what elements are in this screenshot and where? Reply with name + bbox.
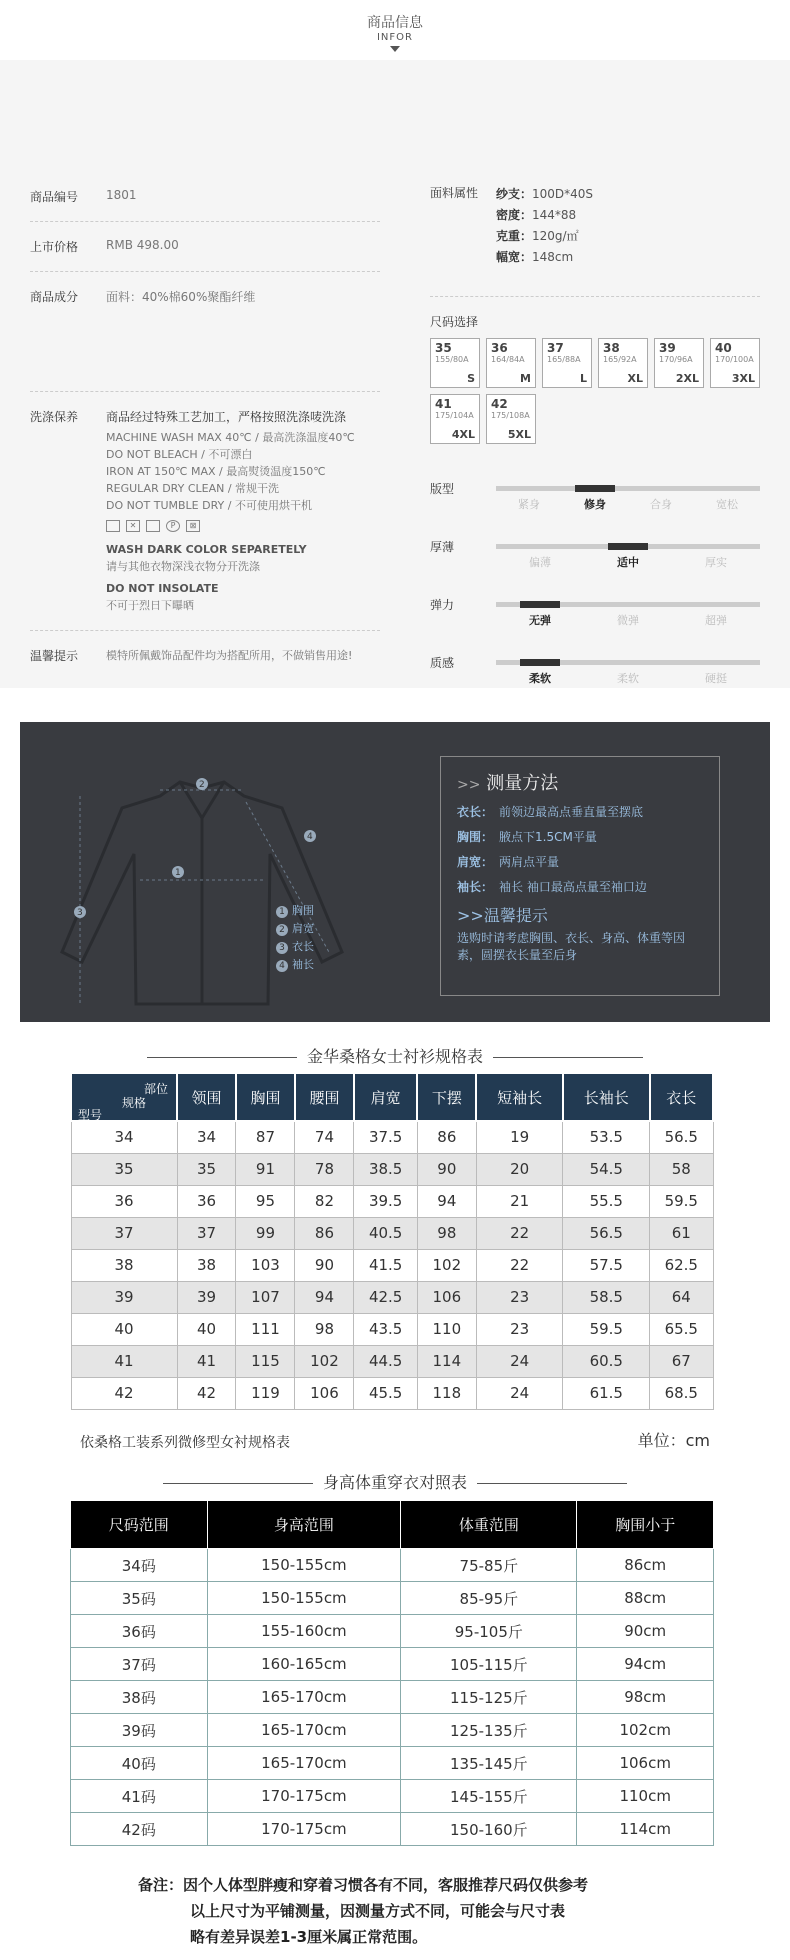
size-option[interactable]: 41 175/104A 4XL <box>430 394 480 444</box>
meter-option: 适中 <box>617 556 639 569</box>
table-row <box>71 1747 714 1780</box>
table-cell: 94 <box>417 1185 476 1217</box>
measure-row: 胸围： 腋点下1.5CM平量 <box>457 830 597 844</box>
meter-label: 弹力 <box>430 598 455 612</box>
attribute-meter <box>430 654 760 712</box>
table-cell: 40码 <box>71 1747 208 1780</box>
table-row <box>71 1582 714 1615</box>
page-header <box>0 0 790 60</box>
table-cell: 42.5 <box>354 1281 417 1313</box>
table-row <box>71 1615 714 1648</box>
table-cell: 170-175cm <box>207 1813 401 1846</box>
table-cell: 98cm <box>577 1681 714 1714</box>
measure-row: 衣长： 前领边最高点垂直量至摆底 <box>457 805 644 819</box>
table-cell: 38码 <box>71 1681 208 1714</box>
meter-option: 偏薄 <box>529 556 551 569</box>
table-cell: 98 <box>295 1313 354 1345</box>
table-cell: 60.5 <box>563 1345 650 1377</box>
table-cell: 165-170cm <box>207 1747 401 1780</box>
table-cell: 160-165cm <box>207 1648 401 1681</box>
fabric-item: 克重：120g/㎡ <box>496 229 579 243</box>
care-details <box>106 408 355 614</box>
code-label: 商品编号 <box>30 190 79 204</box>
tip-text: 选购时请考虑胸围、衣长、身高、体重等因素，圆摆衣长量至后身 <box>457 931 686 962</box>
table-cell: 56.5 <box>650 1121 713 1153</box>
column-header: 尺码范围 <box>71 1501 208 1549</box>
table-cell: 45.5 <box>354 1377 417 1409</box>
table-cell: 37 <box>177 1217 236 1249</box>
care-extra-bold: WASH DARK COLOR SEPARETELY <box>106 543 307 556</box>
table-cell: 107 <box>236 1281 295 1313</box>
table-row <box>71 1549 714 1582</box>
meter-option: 合身 <box>650 498 672 511</box>
iron-icon <box>146 520 160 532</box>
table-cell: 37码 <box>71 1648 208 1681</box>
table-cell: 44.5 <box>354 1345 417 1377</box>
size-option[interactable]: 42 175/108A 5XL <box>486 394 536 444</box>
table-cell: 61.5 <box>563 1377 650 1409</box>
table-cell: 39.5 <box>354 1185 417 1217</box>
care-extra: 不可于烈日下曝晒 <box>106 599 194 612</box>
care-head: 商品经过特殊工艺加工，严格按照洗涤唛洗涤 <box>106 410 347 424</box>
table-cell: 150-155cm <box>207 1549 401 1582</box>
meter-option: 微弹 <box>617 614 639 627</box>
column-header: 短袖长 <box>476 1073 563 1121</box>
attribute-meters <box>430 480 760 712</box>
spec-table-title: 金华桑格女士衬衫规格表 <box>70 1044 720 1067</box>
table-cell: 36码 <box>71 1615 208 1648</box>
divider <box>30 271 380 272</box>
table-cell: 36 <box>71 1185 177 1217</box>
legend-item: 4 袖长 <box>276 956 314 974</box>
info-right <box>430 120 760 712</box>
dry-clean-icon: P <box>166 520 180 532</box>
table-row <box>71 1345 713 1377</box>
table-cell: 135-145斤 <box>401 1747 577 1780</box>
svg-text:1: 1 <box>175 868 181 878</box>
table-cell: 165-170cm <box>207 1714 401 1747</box>
column-header: 领围 <box>177 1073 236 1121</box>
care-line: DO NOT TUMBLE DRY / 不可使用烘干机 <box>106 499 312 512</box>
table-cell: 42 <box>71 1377 177 1409</box>
measure-row: 袖长： 袖长 袖口最高点量至袖口边 <box>457 880 647 894</box>
table-cell: 88cm <box>577 1582 714 1615</box>
divider <box>30 221 380 222</box>
fabric-label: 面料属性 <box>430 186 479 200</box>
table-cell: 40 <box>177 1313 236 1345</box>
meter-label: 质感 <box>430 656 455 670</box>
table-cell: 106cm <box>577 1747 714 1780</box>
table-cell: 150-160斤 <box>401 1813 577 1846</box>
meter-indicator <box>520 601 560 608</box>
table-cell: 54.5 <box>563 1153 650 1185</box>
meter-option: 紧身 <box>518 498 540 511</box>
table-cell: 35码 <box>71 1582 208 1615</box>
table-cell: 170-175cm <box>207 1780 401 1813</box>
table-row <box>71 1313 713 1345</box>
size-options <box>430 338 760 444</box>
info-left <box>30 120 380 664</box>
table-cell: 82 <box>295 1185 354 1217</box>
price-row <box>30 238 380 255</box>
table-cell: 64 <box>650 1281 713 1313</box>
table-cell: 90cm <box>577 1615 714 1648</box>
table-cell: 34 <box>71 1121 177 1153</box>
table-cell: 87 <box>236 1121 295 1153</box>
meter-option: 超弹 <box>705 614 727 627</box>
meter-option: 无弹 <box>529 614 551 627</box>
table-cell: 41 <box>71 1345 177 1377</box>
table-cell: 36 <box>177 1185 236 1217</box>
table-cell: 119 <box>236 1377 295 1409</box>
size-option[interactable]: 35 155/80A S <box>430 338 480 388</box>
table-cell: 105-115斤 <box>401 1648 577 1681</box>
table-cell: 42 <box>177 1377 236 1409</box>
table-cell: 22 <box>476 1217 563 1249</box>
table-row <box>71 1249 713 1281</box>
tip-title: >>温馨提示 <box>457 906 548 925</box>
care-line: REGULAR DRY CLEAN / 常规干洗 <box>106 482 280 495</box>
table-cell: 90 <box>295 1249 354 1281</box>
wash-icon <box>106 520 120 532</box>
svg-text:4: 4 <box>307 832 313 842</box>
column-header: 肩宽 <box>354 1073 417 1121</box>
measurement-panel <box>20 722 770 1022</box>
fabric-item: 幅宽：148cm <box>496 250 574 264</box>
code-row <box>30 188 380 205</box>
table-cell: 155-160cm <box>207 1615 401 1648</box>
table-cell: 106 <box>295 1377 354 1409</box>
column-header: 衣长 <box>650 1073 713 1121</box>
table-row <box>71 1681 714 1714</box>
care-line: IRON AT 150℃ MAX / 最高熨烫温度150℃ <box>106 465 326 478</box>
table-row <box>71 1185 713 1217</box>
comp-value: 面料：40%棉60%聚酯纤维 <box>106 290 256 304</box>
measure-row: 肩宽： 两肩点平量 <box>457 855 560 869</box>
no-bleach-icon: ✕ <box>126 520 140 532</box>
divider <box>30 391 380 392</box>
table-cell: 20 <box>476 1153 563 1185</box>
meter-option: 硬挺 <box>705 672 727 685</box>
legend-item: 2 肩宽 <box>276 920 314 938</box>
table-row <box>71 1780 714 1813</box>
diagram-legend <box>276 902 314 974</box>
meter-indicator <box>520 659 560 666</box>
table-cell: 86 <box>295 1217 354 1249</box>
table-cell: 94 <box>295 1281 354 1313</box>
table-cell: 23 <box>476 1281 563 1313</box>
table-cell: 39 <box>71 1281 177 1313</box>
note <box>138 1872 698 1950</box>
fabric-item: 密度：144*88 <box>496 208 577 222</box>
table-cell: 61 <box>650 1217 713 1249</box>
table-cell: 99 <box>236 1217 295 1249</box>
meter-label: 版型 <box>430 482 455 496</box>
table-cell: 40.5 <box>354 1217 417 1249</box>
table-cell: 23 <box>476 1313 563 1345</box>
table-cell: 62.5 <box>650 1249 713 1281</box>
table-cell: 98 <box>417 1217 476 1249</box>
column-header: 长袖长 <box>563 1073 650 1121</box>
table-row <box>71 1121 713 1153</box>
legend-item: 1 胸围 <box>276 902 314 920</box>
table-cell: 40 <box>71 1313 177 1345</box>
table-cell: 34 <box>177 1121 236 1153</box>
comp-row <box>30 288 380 305</box>
product-info-panel <box>0 60 790 688</box>
divider <box>430 296 760 297</box>
table-cell: 115-125斤 <box>401 1681 577 1714</box>
size-option[interactable]: 37 165/88A L <box>542 338 592 388</box>
measure-method-box <box>440 756 720 996</box>
price-label: 上市价格 <box>30 240 79 254</box>
table-cell: 37 <box>71 1217 177 1249</box>
table-cell: 68.5 <box>650 1377 713 1409</box>
column-header: 下摆 <box>417 1073 476 1121</box>
table-cell: 53.5 <box>563 1121 650 1153</box>
divider <box>30 630 380 631</box>
table-cell: 21 <box>476 1185 563 1217</box>
attribute-meter <box>430 480 760 538</box>
column-header: 胸围小于 <box>577 1501 714 1549</box>
care-line: MACHINE WASH MAX 40℃ / 最高洗涤温度40℃ <box>106 431 355 444</box>
caret-down-icon <box>390 46 400 52</box>
fabric-item: 纱支：100D*40S <box>496 187 594 201</box>
meter-track <box>496 486 760 491</box>
meter-option: 柔软 <box>617 672 639 685</box>
table-cell: 85-95斤 <box>401 1582 577 1615</box>
note-line: 以上尺寸为平铺测量，因测量方式不同，可能会与尺寸表 <box>190 1902 566 1920</box>
tip-label: 温馨提示 <box>30 649 79 663</box>
table-cell: 114 <box>417 1345 476 1377</box>
meter-option: 宽松 <box>716 498 738 511</box>
care-extra-bold: DO NOT INSOLATE <box>106 582 219 595</box>
size-select-label: 尺码选择 <box>430 315 479 329</box>
size-option[interactable]: 36 164/84A M <box>486 338 536 388</box>
legend-item: 3 衣长 <box>276 938 314 956</box>
table-cell: 118 <box>417 1377 476 1409</box>
meter-label: 厚薄 <box>430 540 455 554</box>
body-table <box>70 1500 714 1846</box>
fabric-list <box>496 184 593 268</box>
attribute-meter <box>430 596 760 654</box>
body-table-title: 身高体重穿衣对照表 <box>70 1470 720 1493</box>
table-cell: 115 <box>236 1345 295 1377</box>
table-cell: 58 <box>650 1153 713 1185</box>
table-cell: 110cm <box>577 1780 714 1813</box>
header-subtitle: INFOR <box>376 32 413 43</box>
table-cell: 106 <box>417 1281 476 1313</box>
size-option[interactable]: 40 170/100A 3XL <box>710 338 760 388</box>
corner-header: 部位 规格 型号 <box>71 1073 177 1121</box>
table-cell: 165-170cm <box>207 1681 401 1714</box>
note-line: 略有差异误差1-3厘米属正常范围。 <box>190 1928 428 1946</box>
column-header: 体重范围 <box>401 1501 577 1549</box>
column-header: 胸围 <box>236 1073 295 1121</box>
table-cell: 65.5 <box>650 1313 713 1345</box>
table-row <box>71 1714 714 1747</box>
table-cell: 103 <box>236 1249 295 1281</box>
table-row <box>71 1813 714 1846</box>
table-cell: 38 <box>177 1249 236 1281</box>
tip-value: 模特所佩戴饰品配件均为搭配所用，不做销售用途! <box>106 649 353 662</box>
header-title: 商品信息 <box>367 15 423 31</box>
table-cell: 38 <box>71 1249 177 1281</box>
spec-table <box>70 1072 714 1410</box>
care-label: 洗涤保养 <box>30 410 79 424</box>
measure-title: >> 测量方法 <box>457 773 559 794</box>
size-option[interactable]: 39 170/96A 2XL <box>654 338 704 388</box>
table-cell: 42码 <box>71 1813 208 1846</box>
column-header: 身高范围 <box>207 1501 401 1549</box>
fabric-attrs <box>430 184 760 268</box>
table-row <box>71 1377 713 1409</box>
unit-label: 单位：cm <box>637 1431 710 1450</box>
table-cell: 145-155斤 <box>401 1780 577 1813</box>
table-cell: 57.5 <box>563 1249 650 1281</box>
table-cell: 38.5 <box>354 1153 417 1185</box>
table-row <box>71 1217 713 1249</box>
table-cell: 86cm <box>577 1549 714 1582</box>
table-cell: 114cm <box>577 1813 714 1846</box>
table-cell: 67 <box>650 1345 713 1377</box>
svg-text:2: 2 <box>199 780 205 790</box>
table-cell: 102 <box>295 1345 354 1377</box>
table-cell: 41.5 <box>354 1249 417 1281</box>
table-cell: 35 <box>71 1153 177 1185</box>
table-cell: 94cm <box>577 1648 714 1681</box>
care-icons <box>106 520 355 532</box>
table-cell: 55.5 <box>563 1185 650 1217</box>
table-cell: 90 <box>417 1153 476 1185</box>
table-cell: 74 <box>295 1121 354 1153</box>
meter-indicator <box>575 485 615 492</box>
column-header: 腰围 <box>295 1073 354 1121</box>
table-cell: 95 <box>236 1185 295 1217</box>
table-cell: 75-85斤 <box>401 1549 577 1582</box>
table-cell: 39码 <box>71 1714 208 1747</box>
table-cell: 24 <box>476 1377 563 1409</box>
spec-footer <box>80 1432 710 1452</box>
tip-row <box>30 647 380 664</box>
table-cell: 22 <box>476 1249 563 1281</box>
table-cell: 24 <box>476 1345 563 1377</box>
note-line: 备注：因个人体型胖瘦和穿着习惯各有不同，客服推荐尺码仅供参考 <box>138 1876 589 1894</box>
code-value: 1801 <box>106 188 137 202</box>
table-cell: 34码 <box>71 1549 208 1582</box>
table-row <box>71 1281 713 1313</box>
table-cell: 35 <box>177 1153 236 1185</box>
table-cell: 41码 <box>71 1780 208 1813</box>
table-cell: 56.5 <box>563 1217 650 1249</box>
table-cell: 125-135斤 <box>401 1714 577 1747</box>
table-cell: 58.5 <box>563 1281 650 1313</box>
no-tumble-dry-icon: ⊠ <box>186 520 200 532</box>
table-row <box>71 1153 713 1185</box>
table-cell: 43.5 <box>354 1313 417 1345</box>
table-cell: 59.5 <box>563 1313 650 1345</box>
care-row <box>30 408 380 614</box>
table-cell: 102 <box>417 1249 476 1281</box>
table-cell: 39 <box>177 1281 236 1313</box>
table-cell: 41 <box>177 1345 236 1377</box>
table-cell: 95-105斤 <box>401 1615 577 1648</box>
table-cell: 91 <box>236 1153 295 1185</box>
size-option[interactable]: 38 165/92A XL <box>598 338 648 388</box>
svg-text:3: 3 <box>77 908 83 918</box>
table-cell: 78 <box>295 1153 354 1185</box>
care-line: DO NOT BLEACH / 不可漂白 <box>106 448 253 461</box>
table-cell: 102cm <box>577 1714 714 1747</box>
meter-option: 修身 <box>584 498 606 511</box>
table-cell: 86 <box>417 1121 476 1153</box>
shirt-diagram <box>20 722 420 1022</box>
table-row <box>71 1648 714 1681</box>
attribute-meter <box>430 538 760 596</box>
comp-label: 商品成分 <box>30 290 79 304</box>
price-value: RMB 498.00 <box>106 238 179 252</box>
meter-indicator <box>608 543 648 550</box>
table-cell: 111 <box>236 1313 295 1345</box>
table-cell: 37.5 <box>354 1121 417 1153</box>
table-cell: 110 <box>417 1313 476 1345</box>
meter-option: 厚实 <box>705 556 727 569</box>
table-cell: 19 <box>476 1121 563 1153</box>
table-cell: 150-155cm <box>207 1582 401 1615</box>
table-cell: 59.5 <box>650 1185 713 1217</box>
spec-footer-text: 依桑格工装系列微修型女衬规格表 <box>80 1435 290 1451</box>
care-extra: 请与其他衣物深浅衣物分开洗涤 <box>106 560 260 573</box>
meter-option: 柔软 <box>529 672 551 685</box>
